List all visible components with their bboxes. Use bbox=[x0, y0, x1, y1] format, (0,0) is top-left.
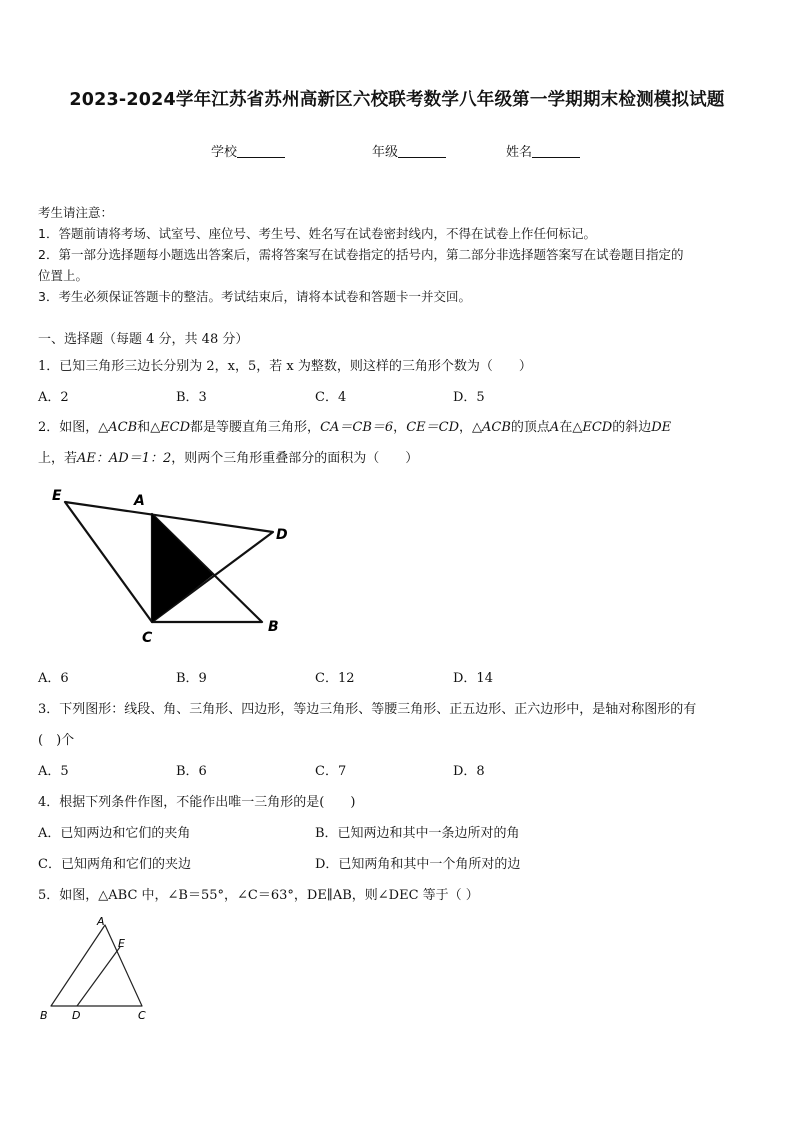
q2-figure bbox=[40, 480, 310, 650]
grade-field[interactable] bbox=[372, 141, 446, 160]
overlap-region bbox=[152, 514, 213, 622]
q2-option-c[interactable]: C．12 bbox=[315, 671, 355, 686]
q1-option-b[interactable]: B．3 bbox=[176, 390, 207, 405]
grade-label: 年级 bbox=[372, 145, 399, 160]
q4-option-b[interactable]: B．已知两边和其中一条边所对的角 bbox=[315, 826, 520, 841]
q5-figure bbox=[36, 912, 156, 1024]
notice-item-1: 1．答题前请将考场、试室号、座位号、考生号、姓名写在试卷密封线内，不得在试卷上作任何标记。 bbox=[38, 226, 596, 241]
name-blank[interactable] bbox=[532, 144, 580, 158]
name-label: 姓名 bbox=[506, 145, 533, 160]
label-c: C bbox=[138, 1009, 146, 1022]
label-c: C bbox=[142, 630, 153, 646]
school-field[interactable] bbox=[211, 141, 285, 160]
q4-option-c[interactable]: C．已知两角和它们的夹边 bbox=[38, 857, 191, 872]
q1-option-d[interactable]: D．5 bbox=[453, 390, 485, 405]
q5-stem: 5．如图，△ABC 中，∠B＝55°，∠C＝63°，DE∥AB，则∠DEC 等于（ ） bbox=[38, 888, 479, 903]
q3-option-a[interactable]: A．5 bbox=[38, 764, 69, 779]
q1-option-a[interactable]: A．2 bbox=[38, 390, 69, 405]
notice-heading: 考生请注意： bbox=[38, 205, 114, 220]
q3-option-d[interactable]: D．8 bbox=[453, 764, 485, 779]
page-title: 2023-2024学年江苏省苏州高新区六校联考数学八年级第一学期期末检测模拟试题 bbox=[69, 90, 725, 110]
q2-option-d[interactable]: D．14 bbox=[453, 671, 493, 686]
label-a: A bbox=[97, 915, 105, 928]
label-b: B bbox=[268, 619, 279, 635]
q4-option-a[interactable]: A．已知两边和它们的夹角 bbox=[38, 826, 191, 841]
section-heading: 一、选择题（每题 4 分，共 48 分） bbox=[38, 332, 249, 347]
q4-option-d[interactable]: D．已知两角和其中一个角所对的边 bbox=[315, 857, 521, 872]
label-d: D bbox=[72, 1009, 81, 1022]
school-label: 学校 bbox=[211, 145, 238, 160]
q3-stem-line1: 3．下列图形：线段、角、三角形、四边形，等边三角形、等腰三角形、正五边形、正六边形中，是轴对称图形的有 bbox=[38, 702, 697, 717]
name-field[interactable] bbox=[506, 141, 580, 160]
q4-stem: 4．根据下列条件作图，不能作出唯一三角形的是( ) bbox=[38, 795, 356, 810]
q2-stem-line1: 2．如图，△ACB和△ECD都是等腰直角三角形，CA＝CB＝6，CE＝CD，△ACB的顶点A在△ECD的斜边DE bbox=[38, 420, 672, 435]
label-e: E bbox=[52, 488, 62, 504]
triangle-abc bbox=[51, 925, 142, 1006]
notice-item-2: 2．第一部分选择题每小题选出答案后，需将答案写在试卷指定的括号内，第二部分非选择题答案写在试卷题目指定的 bbox=[38, 247, 684, 262]
q2-option-a[interactable]: A．6 bbox=[38, 671, 69, 686]
label-d: D bbox=[276, 527, 288, 543]
q3-option-c[interactable]: C．7 bbox=[315, 764, 347, 779]
notice-item-2-cont: 位置上。 bbox=[38, 268, 89, 283]
q2-option-b[interactable]: B．9 bbox=[176, 671, 207, 686]
segment-de bbox=[77, 947, 120, 1006]
label-b: B bbox=[40, 1009, 48, 1022]
q1-option-c[interactable]: C．4 bbox=[315, 390, 347, 405]
label-a: A bbox=[134, 493, 145, 509]
label-e: E bbox=[118, 937, 125, 950]
q2-stem-line2: 上，若AE：AD＝1：2，则两个三角形重叠部分的面积为（ ） bbox=[38, 451, 419, 466]
q3-stem-line2: ( )个 bbox=[38, 733, 75, 748]
notice-item-3: 3．考生必须保证答题卡的整洁。考试结束后，请将本试卷和答题卡一并交回。 bbox=[38, 289, 471, 304]
q1-stem: 1．已知三角形三边长分别为 2，x，5，若 x 为整数，则这样的三角形个数为（ ） bbox=[38, 359, 532, 374]
grade-blank[interactable] bbox=[398, 144, 446, 158]
school-blank[interactable] bbox=[237, 144, 285, 158]
q3-option-b[interactable]: B．6 bbox=[176, 764, 207, 779]
